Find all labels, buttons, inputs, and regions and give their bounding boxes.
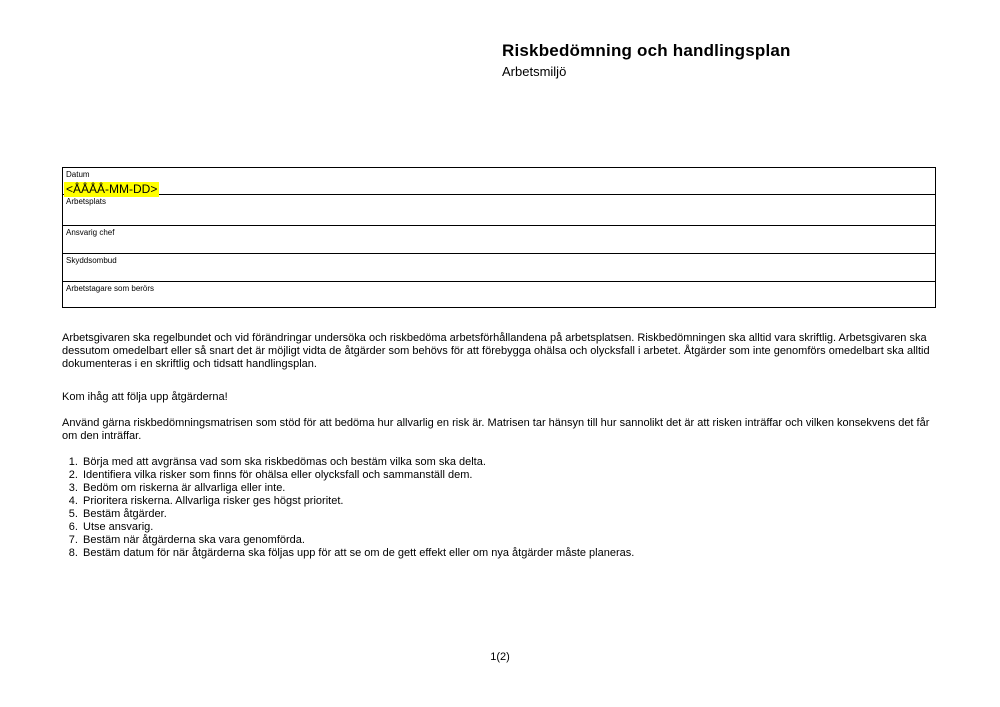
form-row-arbetsplats[interactable] xyxy=(63,195,935,226)
steps-list xyxy=(62,456,938,560)
step-item-6: 6. Utse ansvarig. xyxy=(81,521,938,534)
form-row-datum[interactable] xyxy=(63,168,935,195)
field-label-datum: Datum xyxy=(66,170,90,179)
paragraph-intro: Arbetsgivaren ska regelbundet och vid förändringar undersöka och riskbedöma arbetsförhållandena på arbetsplatsen. Riskbedömningen ska alltid vara skriftlig. Arbetsgivaren ska dessutom omedelbart eller så snart det är möjligt vidta de åtgärder som behövs för att förebygga ohälsa och olycksfall i arbetet. Åtgärder som inte genomförs omedelbart ska alltid dokumenteras i en skriftlig och tidsatt handlingsplan. xyxy=(62,332,930,370)
step-item-8: 8. Bestäm datum för när åtgärderna ska följas upp för att se om de gett effekt eller om nya åtgärder måste planeras. xyxy=(81,547,938,560)
form-table xyxy=(62,167,936,308)
step-item-4: 4. Prioritera riskerna. Allvarliga risker ges högst prioritet. xyxy=(81,495,938,508)
field-label-arbetsplats: Arbetsplats xyxy=(66,197,107,206)
body-text xyxy=(62,332,938,560)
document-footer xyxy=(62,651,938,663)
step-item-1: 1. Börja med att avgränsa vad som ska riskbedömas och bestäm vilka som ska delta. xyxy=(81,456,938,469)
step-item-2: 2. Identifiera vilka risker som finns för ohälsa eller olycksfall och sammanställ dem. xyxy=(81,469,938,482)
paragraph-reminder: Kom ihåg att följa upp åtgärderna! xyxy=(62,391,228,403)
form-row-arbetstagare[interactable] xyxy=(63,282,935,308)
field-label-arbetstagare: Arbetstagare som berörs xyxy=(66,284,155,293)
form-row-ansvarig-chef[interactable] xyxy=(63,226,935,254)
step-item-7: 7. Bestäm när åtgärderna ska vara genomförda. xyxy=(81,534,938,547)
form-row-skyddsombud[interactable] xyxy=(63,254,935,282)
field-label-skyddsombud: Skyddsombud xyxy=(66,256,117,265)
paragraph-matrix: Använd gärna riskbedömningsmatrisen som stöd för att bedöma hur allvarlig en risk är. Matrisen tar hänsyn till hur sannolikt det är att risken inträffar och vilken konsekvens det får om den inträffar. xyxy=(62,417,930,442)
datum-value[interactable]: <ÅÅÅÅ-MM-DD> xyxy=(66,182,158,196)
step-item-5: 5. Bestäm åtgärder. xyxy=(81,508,938,521)
page-number: 1(2) xyxy=(490,651,510,663)
page-title: Riskbedömning och handlingsplan xyxy=(502,41,791,60)
step-item-3: 3. Bedöm om riskerna är allvarliga eller inte. xyxy=(81,482,938,495)
document-header xyxy=(502,40,791,80)
page-subtitle: Arbetsmiljö xyxy=(502,64,567,79)
field-label-ansvarig-chef: Ansvarig chef xyxy=(66,228,115,237)
